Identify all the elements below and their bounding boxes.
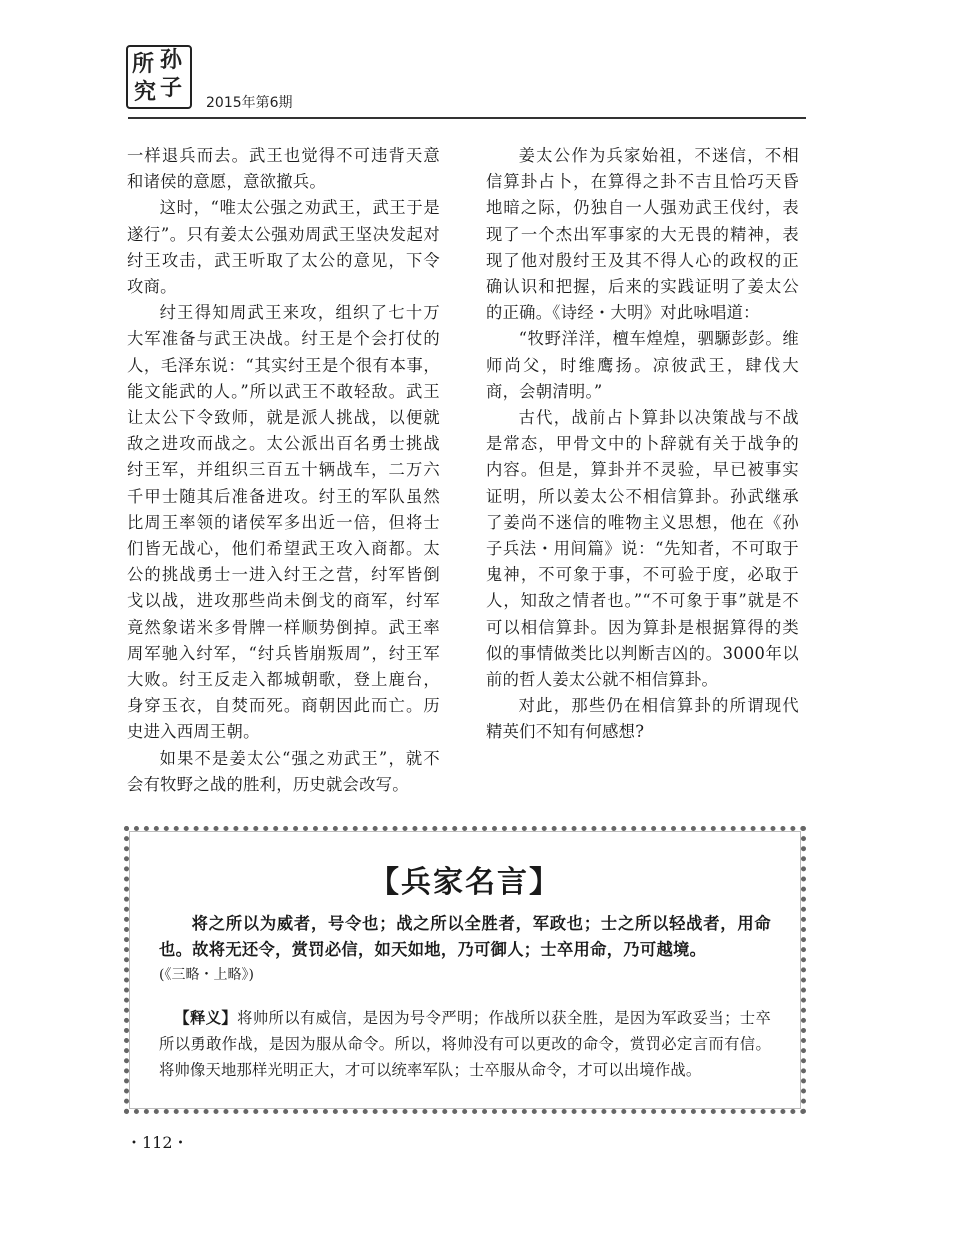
- explanation-label: 【释义】: [174, 1009, 238, 1027]
- journal-logo: [126, 45, 192, 109]
- quote-box: [124, 826, 806, 1114]
- paragraph: 对此，那些仍在相信算卦的所谓现代精英们不知有何感想?: [486, 696, 799, 742]
- right-column: [486, 143, 799, 746]
- explanation-text: 将帅所以有威信，是因为号令严明；作战所以获全胜，是因为军政妥当；士卒所以勇敢作战，是因为服从命令。所以，将帅没有可以更改的命令，赏罚必定言而有信。将帅像天地那样光明正大，才可以统率军队；士卒服从命令，才可以出境作战。: [159, 1009, 771, 1079]
- page-number: ・112・: [126, 1133, 189, 1152]
- logo-char: 子: [160, 75, 183, 101]
- poem-quote: “牧野洋洋，檀车煌煌，驷騵彭彭。维师尚父，时维鹰扬。凉彼武王，肆伐大商，会朝清明。”: [486, 329, 799, 401]
- quote-source: (《三略・上略》): [159, 967, 254, 983]
- box-border: [129, 831, 801, 1109]
- paragraph: 如果不是姜太公“强之劝武王”，就不会有牧野之战的胜利，历史就会改写。: [127, 748, 440, 794]
- logo-char: 究: [134, 79, 157, 105]
- logo-char: 孙: [160, 47, 183, 73]
- classic-quote: 将之所以为威者，号令也；战之所以全胜者，军政也；士之所以轻战者，用命也。故将无还令，赏罚必信，如天如地，乃可御人；士卒用命，乃可越境。: [159, 914, 771, 959]
- box-title: 【兵家名言】: [369, 865, 561, 900]
- paragraph: 古代，战前占卜算卦以决策战与不战是常态，甲骨文中的卜辞就有关于战争的内容。但是，算卦并不灵验，早已被事实证明，所以姜太公不相信算卦。孙武继承了姜尚不迷信的唯物主义思想，他在《孙子兵法・用间篇》说：“先知者，不可取于鬼神，不可象于事，不可验于度，必取于人，知敌之情者也。”“不可象于事”就是不可以相信算卦。因为算卦是根据算得的类似的事情做类比以判断吉凶的。3000年以前的哲人姜太公就不相信算卦。: [486, 408, 799, 690]
- paragraph: 这时，“唯太公强之劝武王，武王于是遂行”。只有姜太公强劝周武王坚决发起对纣王攻击，武王听取了太公的意见，下令攻商。: [127, 198, 440, 297]
- left-column: [127, 143, 440, 798]
- issue-label: 2015年第6期: [206, 95, 293, 111]
- header-divider: [128, 117, 806, 119]
- paragraph: 姜太公作为兵家始祖，不迷信，不相信算卦占卜，在算得之卦不吉且恰巧天昏地暗之际，仍独自一人强劝武王伐纣，表现了一个杰出军事家的大无畏的精神，表现了他对殷纣王及其不得人心的政权的正确认识和把握，后来的实践证明了姜太公的正确。《诗经・大明》对此咏唱道：: [486, 146, 799, 323]
- paragraph: 一样退兵而去。武王也觉得不可违背天意和诸侯的意愿，意欲撤兵。: [127, 146, 440, 192]
- logo-char: 所: [132, 51, 155, 77]
- paragraph: 纣王得知周武王来攻，组织了七十万大军准备与武王决战。纣王是个会打仗的人，毛泽东说：“其实纣王是个很有本事，能文能武的人。”所以武王不敢轻敌。武王让太公下令致师，就是派人挑战，以便就敌之进攻而战之。太公派出百名勇士挑战纣王军，并组织三百五十辆战车，二万六千甲士随其后准备进攻。纣王的军队虽然比周王率领的诸侯军多出近一倍，但将士们皆无战心，他们希望武王攻入商都。太公的挑战勇士一进入纣王之营，纣军皆倒戈以战，进攻那些尚未倒戈的商军，纣军竟然象诺米多骨牌一样顺势倒掉。武王率周军驰入纣军，“纣兵皆崩叛周”，纣王军大败。纣王反走入都城朝歌，登上鹿台，身穿玉衣，自焚而死。商朝因此而亡。历史进入西周王朝。: [127, 303, 440, 742]
